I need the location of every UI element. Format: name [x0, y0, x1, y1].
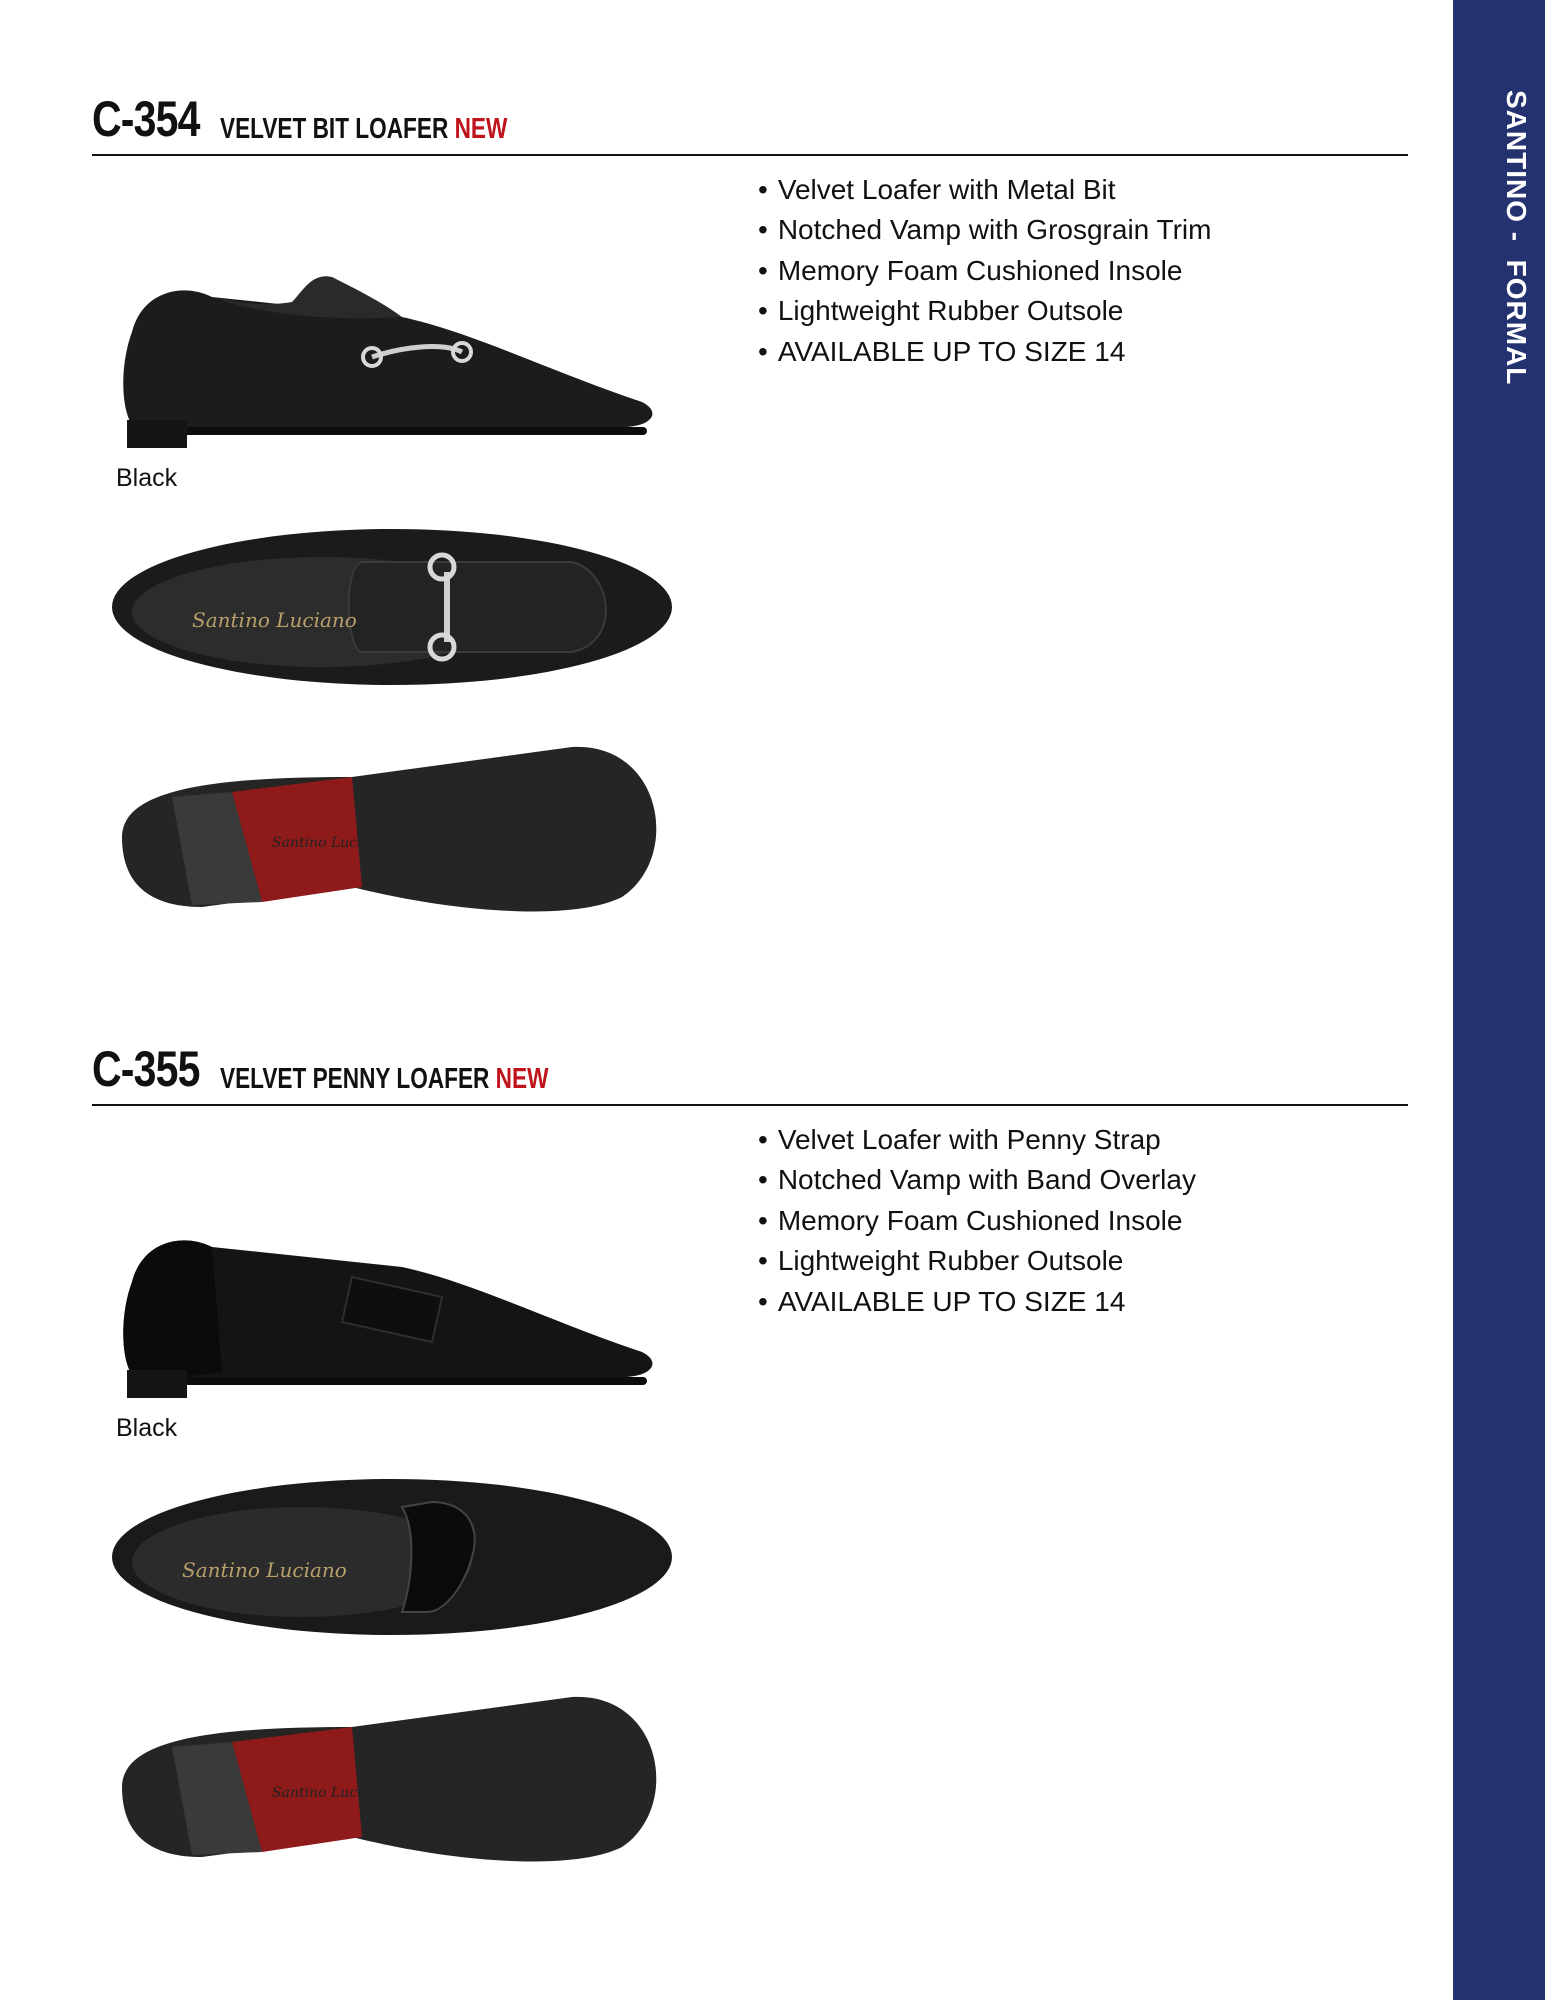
shoe-top-view-image: [102, 512, 682, 692]
shoe-side-view-image: [102, 1202, 682, 1402]
product-header: [92, 1042, 1408, 1106]
product-code: C-354: [92, 91, 200, 147]
feature-item: • Notched Vamp with Band Overlay: [758, 1160, 1196, 1200]
shoe-sole-view-image: [102, 1687, 682, 1887]
shoe-top-view-image: [102, 1462, 682, 1642]
product-header: [92, 92, 1408, 156]
feature-item: • Memory Foam Cushioned Insole: [758, 1201, 1196, 1241]
svg-text:Santino Luciano: Santino Luciano: [272, 1785, 388, 1801]
product-name: VELVET PENNY LOAFER NEW: [220, 1063, 549, 1095]
side-tab-label: SANTINO - FORMAL: [1501, 90, 1532, 386]
feature-item: • Velvet Loafer with Penny Strap: [758, 1120, 1196, 1160]
feature-item: • AVAILABLE UP TO SIZE 14: [758, 332, 1211, 372]
product-c-354: [92, 91, 1408, 851]
feature-item: • Velvet Loafer with Metal Bit: [758, 170, 1211, 210]
feature-list: [758, 170, 1211, 372]
feature-item: • Memory Foam Cushioned Insole: [758, 251, 1211, 291]
signature-logo: Santino Luciano: [182, 1558, 347, 1582]
feature-item: • AVAILABLE UP TO SIZE 14: [758, 1282, 1196, 1322]
signature-logo: Santino Luciano: [192, 608, 357, 632]
feature-item: • Lightweight Rubber Outsole: [758, 1241, 1196, 1281]
color-label: Black: [116, 1414, 178, 1442]
new-badge: NEW: [454, 113, 508, 145]
product-name: VELVET BIT LOAFER NEW: [220, 113, 508, 145]
new-badge: NEW: [495, 1063, 549, 1095]
product-c-355: [92, 1041, 1408, 1801]
feature-item: • Lightweight Rubber Outsole: [758, 291, 1211, 331]
shoe-sole-view-image: [102, 737, 682, 937]
feature-item: • Notched Vamp with Grosgrain Trim: [758, 210, 1211, 250]
feature-list: [758, 1120, 1196, 1322]
color-label: Black: [116, 464, 178, 492]
product-code: C-355: [92, 1041, 200, 1097]
svg-text:Santino Luciano: Santino Luciano: [272, 835, 388, 851]
shoe-side-view-image: [102, 252, 682, 452]
